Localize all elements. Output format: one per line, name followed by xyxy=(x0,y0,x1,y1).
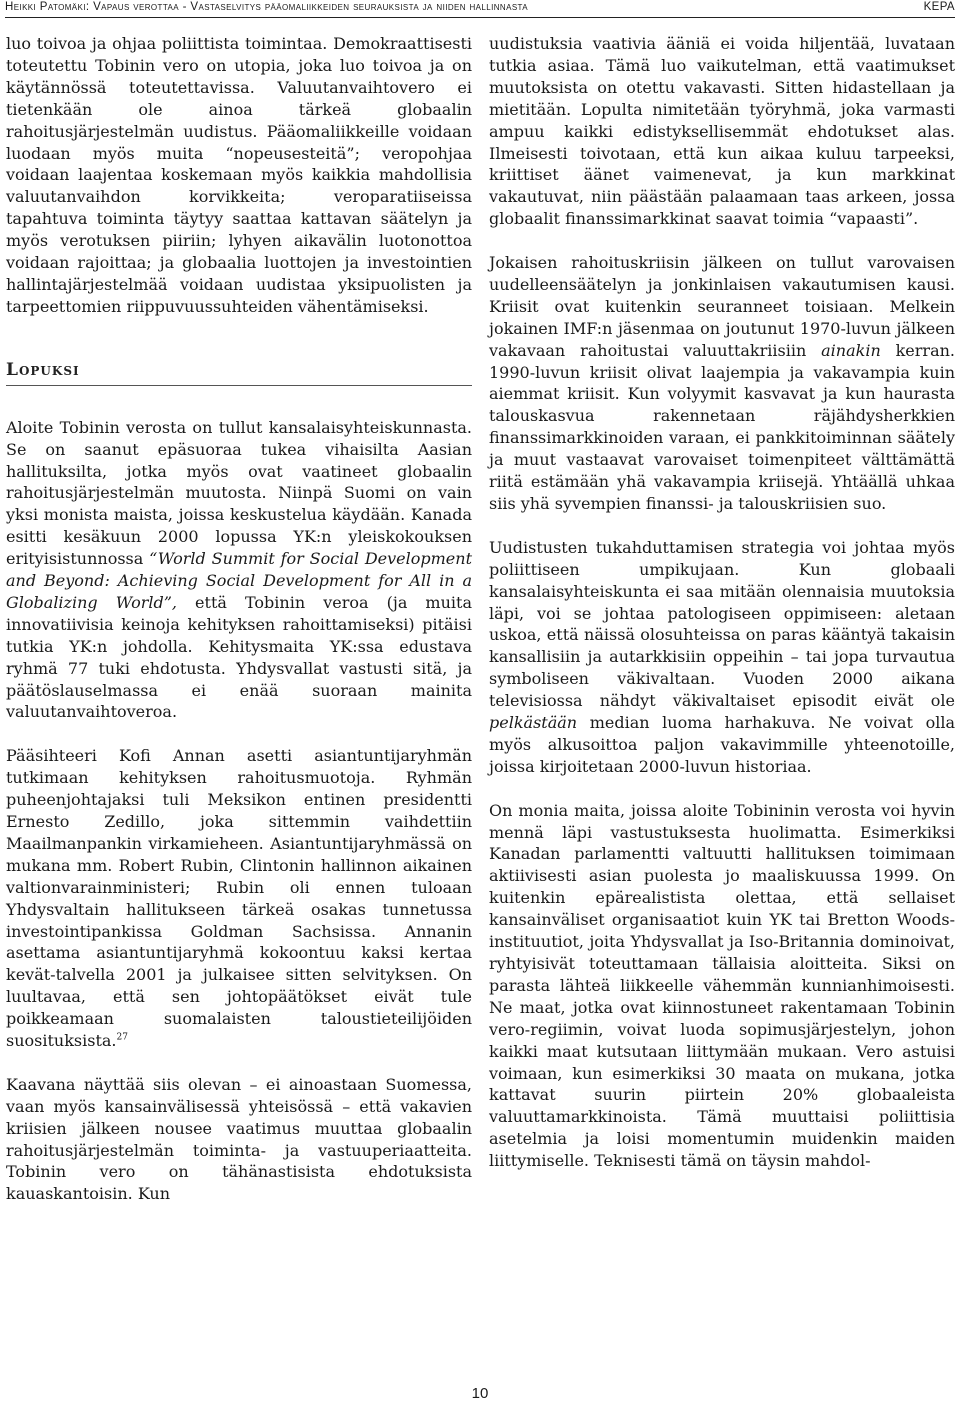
text-run: Jokaisen rahoituskriisin jälkeen on tullut varovaisen uudelleensäätelyn ja jonkinlaisen vakautumisen kausi. Kriisit ovat kuitenkin seuranneet toisiaan. Melkein jokainen IMF:n jäsenmaa on joutunut 1970-luvun jälkeen vakavaan rahoitustai valuuttakriisiin xyxy=(489,253,955,360)
paragraph xyxy=(489,252,955,515)
text-run: Uudistusten tukahduttamisen strategia voi johtaa myös poliittiseen umpikujaan. Kun globaali kansalaisyhteiskunta ei saa mitään olennaisia muutoksia läpi, voi se johtaa patologiseen oppimiseen: aletaan uskoa, että näissä olosuhteissa on paras kääntyä takaisin kansallisiin ja autarkkisiin oppeihin – tai jopa turvautua symboliseen väkivaltaan. Vuoden 2000 aikana televisiossa nähdyt väkivaltaiset episodit eivät ole xyxy=(489,537,955,711)
paragraph: On monia maita, joissa aloite Tobininin verosta voi hyvin mennä läpi vastustuksesta huolimatta. Esimerkiksi Kanadan parlamentti valtuutti hallituksen toimimaan aktiivisesti asian puolesta jo maaliskuussa 1999. On kuitenkin epärealistista olettaa, että sellaiset kansainväliset organisaatiot kuin YK tai Bretton Woods-instituutiot, joita Yhdysvallat ja Iso-Britannia dominoivat, ryhtyisivät toteuttamaan tällaisia aloitteita. Siksi on parasta lähteä liikkeelle vähemmän kunnianhimoisesti. Ne maat, jotka ovat kiinnostuneet rakentamaan Tobinin vero-regiimin, voivat luoda sopimusjärjestelyn, johon kaikki maat kutsutaan liittymään mukaan. Vero astuisi voimaan, kun esimerkiksi 30 maata on mukana, jotka kattavat suurin piirtein 20% globaaleista valuuttamarkkinoista. Tämä muuttaisi poliittisia asetelmia ja loisi momentumin muidenkin maiden liittymiselle. Teknisesti tämä on täysin mahdol- xyxy=(489,800,955,1171)
paragraph xyxy=(6,745,472,1052)
running-head-title: Heikki Patomäki: Vapaus verottaa - Vastaselvitys pääomaliikkeiden seurauksista ja niiden hallinnasta xyxy=(5,1,528,13)
text-run: kerran. 1990-luvun kriisit olivat laajempia ja vakavampia kuin aiemmat kriisit. Kun volyymit kasvavat ja kun haurasta talouskasvua rakennetaan räjähdysherkkien finanssimarkkinoiden varaan, ei pankkitoiminnan säätely ja muut vastaavat varovaiset toimenpiteet välttämättä riitä estämään yhä vakavampia kriisejä. Yhtäällä uhkaa siis yhä syvempien finanssi- ja talouskriisien suo. xyxy=(489,340,955,514)
paragraph: uudistuksia vaativia ääniä ei voida hiljentää, luvataan tutkia asiaa. Tämä luo vaikutelman, että vaatimukset muutoksista on otettu vakavasti. Sitten hidastellaan ja mietitään. Lopulta nimitetään työryhmä, joka varmasti ampuu kaikki edistyksellisemmät ehdotukset alas. Ilmeisesti toivotaan, että kun aikaa kuluu tarpeeksi, kriittiset äänet vaimenevat, ja kun markkinat vakautuvat, niin päästään palaamaan taas arkeen, jossa globaalit finanssimarkkinat saavat toimia “vapaasti”. xyxy=(489,34,955,229)
text-run: Pääsihteeri Kofi Annan asetti asiantuntijaryhmän tutkimaan kehityksen rahoitusmuotoja. Ryhmän puheenjohtajaksi tuli Meksikon entinen presidentti Ernesto Zedillo, joka sittemmin vaihdettiin Maailmanpankin virkamieheen. Asiantuntijaryhmässä on mukana mm. Robert Rubin, Clintonin hallinnon aikainen valtionvarainministeri; Rubin oli ennen tuloaan Yhdysvaltain hallitukseen tärkeä osakas tunnetussa investointipankissa Goldman Sachsissa. Annanin asettama asiantuntijaryhmä kokoontuu kaksi kertaa kevät-talvella 2001 ja julkaisee sitten selvityksen. On luultavaa, että sen johtopäätökset eivät tule poikkeamaan suomalaisten taloustieteilijöiden suosituksista. xyxy=(6,746,472,1051)
paragraph: Kaavana näyttää siis olevan – ei ainoastaan Suomessa, vaan myös kansainvälisessä yhteisössä – että vakavien kriisien jälkeen nousee vaatimus muuttaa globaalin rahoitusjärjestelmän toiminta- ja vastuuperiaatteita. Tobinin vero on tähänastisista ehdotuksista kauaskantoisin. Kun xyxy=(6,1074,472,1204)
footnote-marker: 27 xyxy=(116,1032,128,1043)
running-head-publisher: KEPA xyxy=(923,1,955,13)
text-run: Aloite Tobinin verosta on tullut kansalaisyhteiskunnasta. Se on saanut epäsuoraa tukea vihaisilta Aasian hallituksilta, jotka myös ovat vaatineet globaalin rahoitusjärjestelmän muutosta. Niinpä Suomi on vain yksi monista maista, joissa keskustelua käydään. Kanada esitti kesäkuun 2000 lopussa YK:n yleiskokouksen erityisistunnossa xyxy=(6,417,472,569)
running-head xyxy=(5,0,955,18)
text-run: että Tobinin veroa (ja muita innovatiivisia keinoja kehityksen rahoittamiseksi) pitäisi tutkia YK:n johdolla. Kehitysmaita YK:ssa edustava ryhmä 77 tuki ehdotusta. Yhdysvallat vastusti sitä, ja päätöslauselmassa ei enää suoraan mainita valuutanvaihtoveroa. xyxy=(6,592,472,722)
section-heading: Lopuksi xyxy=(6,360,472,386)
page-number: 10 xyxy=(471,1385,489,1402)
left-column xyxy=(6,33,472,1227)
paragraph xyxy=(6,417,472,724)
paragraph xyxy=(489,537,955,778)
italic-word: ainakin xyxy=(821,340,881,360)
italic-title: “World Summit for Social Development and Beyond: Achieving Social Development for All in a Globalizing World”, xyxy=(6,549,472,612)
text-run: median luoma harhakuva. Ne voivat olla myös alkusoittoa paljon vakavimmille yhteenotoille, joissa kirjoitetaan 2000-luvun historiaa. xyxy=(489,713,955,776)
right-column xyxy=(489,33,955,1194)
italic-word: pelkästään xyxy=(489,713,578,733)
paragraph: luo toivoa ja ohjaa poliittista toimintaa. Demokraattisesti toteutettu Tobinin vero on utopia, joka luo toivoa ja on käytännössä toteutettavissa. Valuutanvaihtovero ei tietenkään ole ainoa tärkeä globaalin rahoitusjärjestelmän uudistus. Pääomaliikkeille voidaan luodaan myös muita “nopeusesteitä”; veropohjaa voidaan laajentaa koskemaan myös kaikkia mahdollisia valuutanvaihdon korvikkeita; veroparatiiseissa tapahtuva toiminta täytyy saattaa kattavan säätelyn ja myös verotuksen piiriin; lyhyen aikavälin luotonottoa voidaan rajoittaa; ja globaalia luottojen ja investointien hallintajärjestelmää voidaan uudistaa yksipuolisten ja tarpeettomien riippuvuussuhteiden vähentämiseksi. xyxy=(6,34,472,316)
